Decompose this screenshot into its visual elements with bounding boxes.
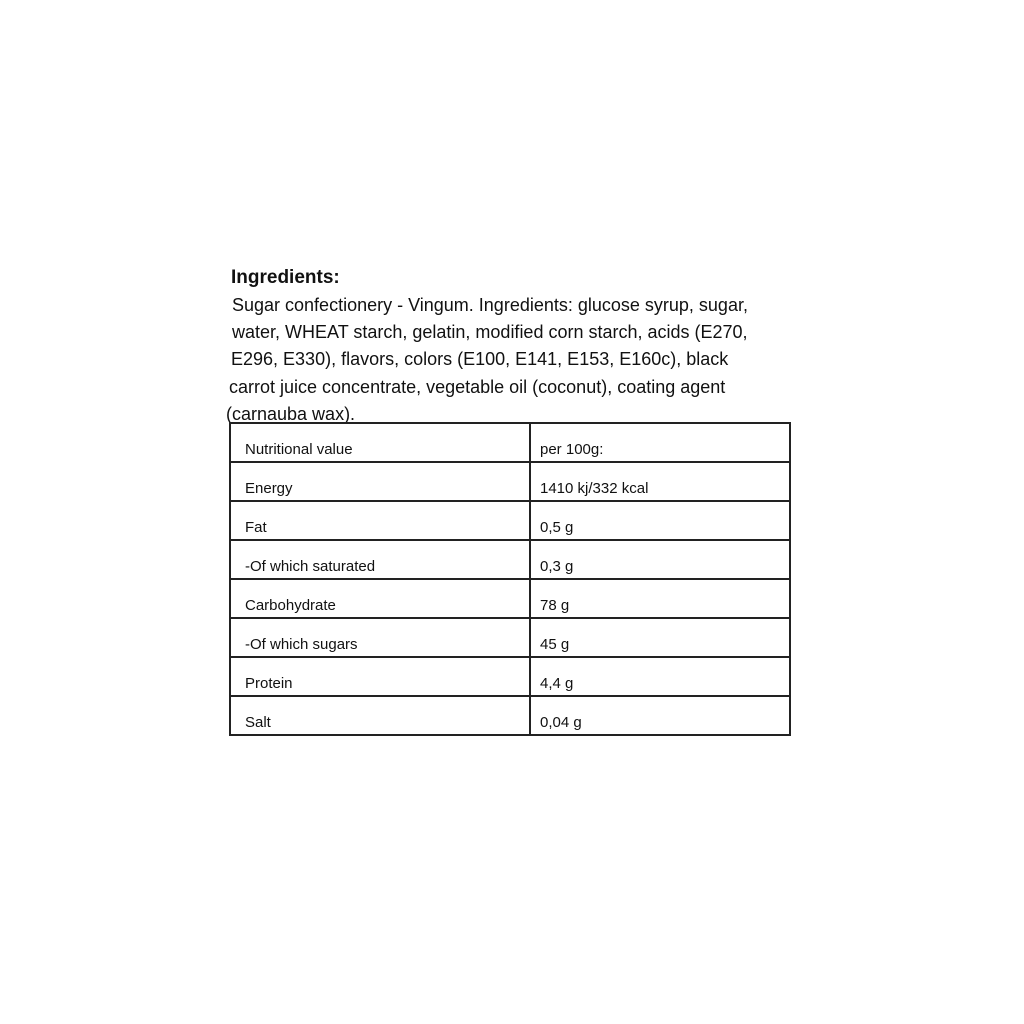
nutrient-name: Carbohydrate [245, 597, 336, 614]
nutrient-value-cell [530, 579, 790, 618]
nutrient-name-cell [230, 501, 530, 540]
nutrient-name-cell [230, 579, 530, 618]
nutrient-name: -Of which saturated [245, 558, 376, 575]
table-row [230, 501, 790, 540]
table-row [230, 657, 790, 696]
nutrient-value-cell [530, 618, 790, 657]
table-row [230, 696, 790, 735]
nutrition-table [229, 422, 791, 736]
nutrient-value: 0,04 g [540, 714, 582, 731]
nutrient-name: Nutritional value [245, 441, 353, 458]
ingredients-line: (carnauba wax). [226, 403, 356, 424]
nutrient-value: 0,5 g [540, 519, 574, 536]
table-row [230, 423, 790, 462]
nutrient-name-cell [230, 657, 530, 696]
nutrient-value: 4,4 g [540, 675, 574, 692]
table-row [230, 540, 790, 579]
nutrient-name-cell [230, 540, 530, 579]
nutrient-name: Protein [245, 675, 293, 692]
table-row [230, 618, 790, 657]
nutrient-name: Salt [245, 714, 271, 731]
ingredients-heading: Ingredients: [231, 267, 340, 288]
ingredients-line: E296, E330), flavors, colors (E100, E141, E153, E160c), black [231, 349, 729, 370]
nutrient-value: per 100g: [540, 441, 604, 458]
nutrient-name: Fat [245, 519, 267, 536]
nutrient-name: -Of which sugars [245, 636, 358, 653]
nutrient-value-cell [530, 540, 790, 579]
nutrient-name-cell [230, 696, 530, 735]
table-row [230, 462, 790, 501]
nutrient-value: 1410 kj/332 kcal [540, 480, 649, 497]
nutrient-value-cell [530, 696, 790, 735]
nutrient-name-cell [230, 618, 530, 657]
table-row [230, 579, 790, 618]
ingredients-line: water, WHEAT starch, gelatin, modified corn starch, acids (E270, [232, 322, 748, 343]
ingredients-line: carrot juice concentrate, vegetable oil (coconut), coating agent [229, 376, 726, 397]
nutrient-value-cell [530, 657, 790, 696]
nutrient-value: 0,3 g [540, 558, 574, 575]
nutrient-value-cell [530, 423, 790, 462]
ingredients-text [226, 292, 748, 428]
nutrient-value-cell [530, 462, 790, 501]
nutrient-value: 78 g [540, 597, 570, 614]
nutrient-value: 45 g [540, 636, 570, 653]
nutrient-value-cell [530, 501, 790, 540]
ingredients-line: Sugar confectionery - Vingum. Ingredients: glucose syrup, sugar, [232, 295, 748, 315]
nutrient-name: Energy [245, 480, 293, 497]
nutrient-name-cell [230, 423, 530, 462]
nutrient-name-cell [230, 462, 530, 501]
